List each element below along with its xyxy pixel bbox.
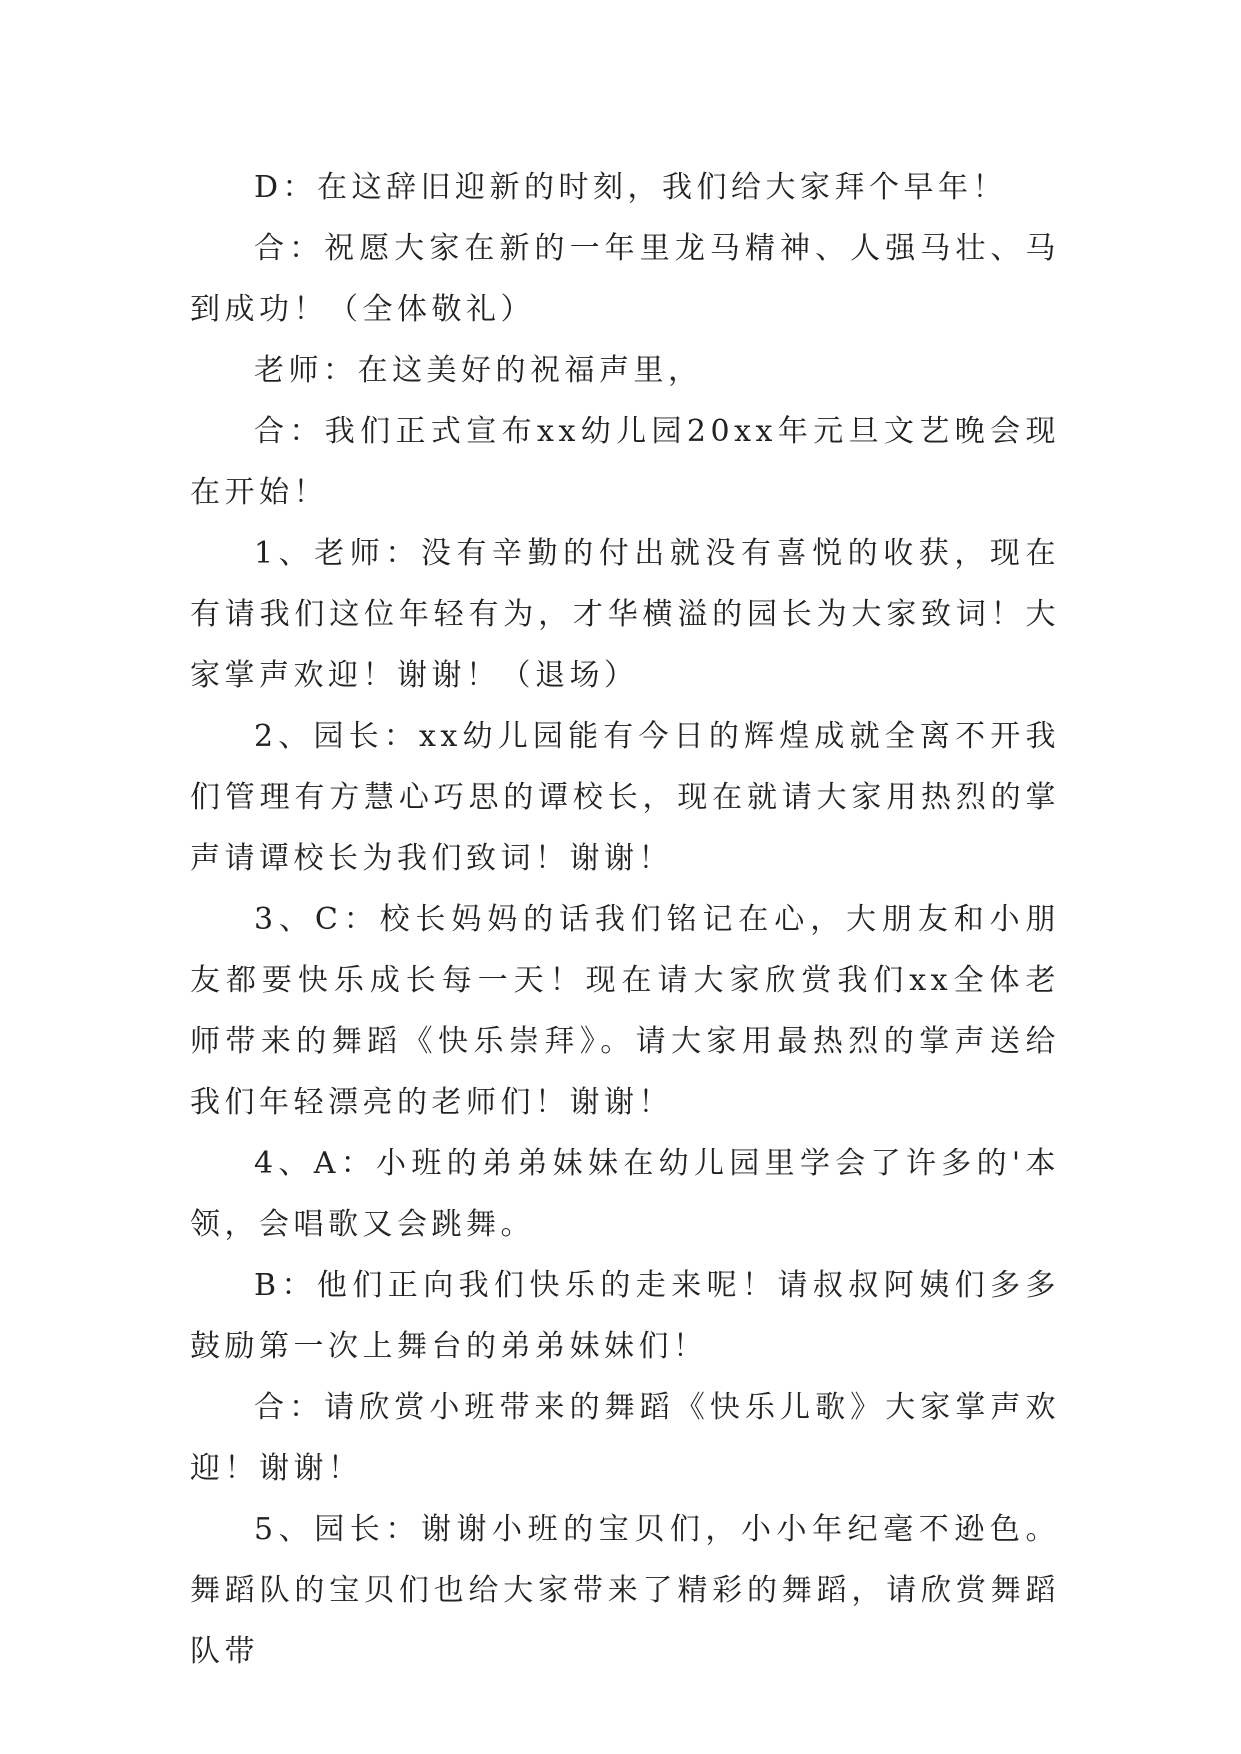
paragraph-item-4: 4、A：小班的弟弟妹妹在幼儿园里学会了许多的'本领，会唱歌又会跳舞。 [190, 1146, 1060, 1242]
paragraph-all-wishes: 合：祝愿大家在新的一年里龙马精神、人强马壮、马到成功！（全体敬礼） [190, 231, 1060, 327]
paragraph-item-1: 1、老师：没有辛勤的付出就没有喜悦的收获，现在有请我们这位年轻有为，才华横溢的园长为大家致词！大家掌声欢迎！谢谢！（退场） [190, 536, 1060, 693]
document-body [190, 157, 1060, 1682]
paragraph-d-greeting: D：在这辞旧迎新的时刻，我们给大家拜个早年！ [254, 170, 1008, 205]
paragraph-b-encourage: B：他们正向我们快乐的走来呢！请叔叔阿姨们多多鼓励第一次上舞台的弟弟妹妹们！ [190, 1268, 1060, 1364]
paragraph-item-5: 5、园长：谢谢小班的宝贝们，小小年纪毫不逊色。舞蹈队的宝贝们也给大家带来了精彩的舞蹈，请欣赏舞蹈队带 [190, 1512, 1060, 1669]
paragraph-teacher-blessing: 老师：在这美好的祝福声里， [254, 353, 703, 388]
paragraph-item-2: 2、园长：xx幼儿园能有今日的辉煌成就全离不开我们管理有方慧心巧思的谭校长，现在就请大家用热烈的掌声请谭校长为我们致词！谢谢！ [190, 719, 1060, 876]
paragraph-all-dance: 合：请欣赏小班带来的舞蹈《快乐儿歌》大家掌声欢迎！谢谢！ [190, 1390, 1060, 1486]
paragraph-item-3: 3、C：校长妈妈的话我们铭记在心，大朋友和小朋友都要快乐成长每一天！现在请大家欣赏我们xx全体老师带来的舞蹈《快乐崇拜》。请大家用最热烈的掌声送给我们年轻漂亮的老师们！谢谢！ [190, 902, 1060, 1120]
paragraph-all-announce: 合：我们正式宣布xx幼儿园20xx年元旦文艺晚会现在开始！ [190, 414, 1060, 510]
